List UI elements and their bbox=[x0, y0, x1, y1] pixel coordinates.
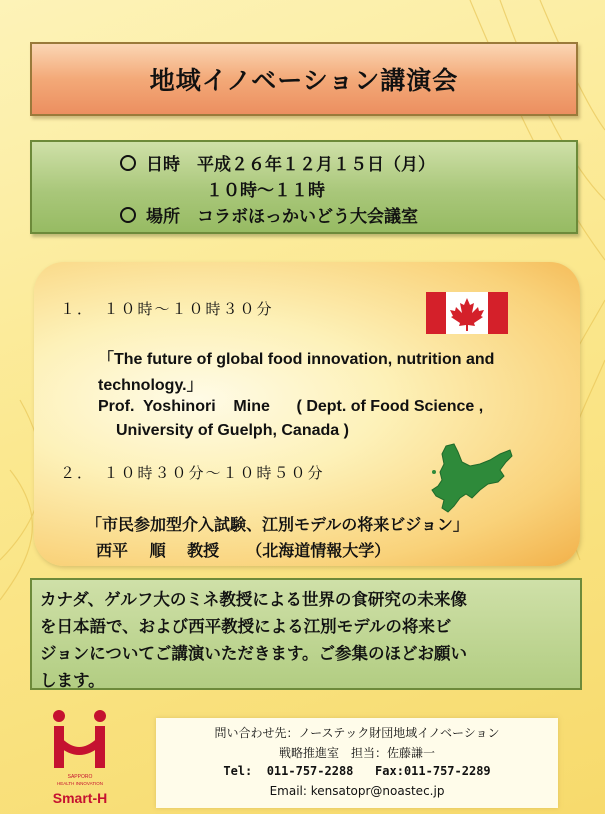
description-line-3: ジョンについてご講演いただきます。ご参集のほどお願い bbox=[40, 644, 468, 663]
description-line-2: を日本語で、および西平教授による江別モデルの将来ビ bbox=[40, 617, 452, 636]
contact-line-1: 問い合わせ先：ノーステック財団地域イノベーション bbox=[214, 726, 500, 740]
place-label: 場所 bbox=[146, 207, 180, 227]
item-number: ２． bbox=[60, 464, 87, 482]
logo-small-text-2: HEALTH INNOVATION bbox=[56, 781, 104, 786]
program-item-1-time bbox=[60, 298, 274, 319]
item-time: １０時３０分～１０時５０分 bbox=[103, 464, 325, 482]
item-time: １０時～１０時３０分 bbox=[103, 300, 274, 318]
contact-box bbox=[156, 718, 558, 808]
talk-2-title: 「市民参加型介入試験、江別モデルの将来ビジョン」 bbox=[86, 515, 469, 534]
time-row bbox=[206, 176, 325, 201]
title-banner bbox=[30, 42, 578, 116]
event-info-box bbox=[30, 140, 578, 234]
time-value: １０時～１１時 bbox=[206, 181, 325, 201]
program-item-2-time bbox=[60, 462, 325, 483]
description-line-1: カナダ、ゲルフ大のミネ教授による世界の食研究の未来像 bbox=[40, 590, 467, 609]
talk-2-speaker: 西平 順 教授 （北海道情報大学） bbox=[96, 541, 391, 560]
place-value: コラボほっかいどう大会議室 bbox=[197, 207, 418, 227]
program-box bbox=[34, 262, 580, 566]
hokkaido-map-icon bbox=[426, 442, 516, 516]
circle-bullet-icon bbox=[120, 207, 136, 223]
date-row bbox=[120, 150, 435, 175]
page-title: 地域イノベーション講演会 bbox=[149, 66, 459, 95]
description-box bbox=[30, 578, 582, 690]
contact-email[interactable]: Email: kensatopr@noastec.jp bbox=[269, 784, 445, 798]
canada-flag-icon bbox=[426, 292, 508, 334]
place-row bbox=[120, 202, 418, 227]
circle-bullet-icon bbox=[120, 155, 136, 171]
talk-1-speaker-line-2: University of Guelph, Canada ) bbox=[116, 422, 349, 439]
item-number: １． bbox=[60, 300, 87, 318]
contact-line-3: Tel: 011-757-2288 Fax:011-757-2289 bbox=[223, 764, 491, 778]
description-line-4: します。 bbox=[40, 671, 105, 690]
talk-1-speaker-line-1: Prof. Yoshinori Mine ( Dept. of Food Science , bbox=[98, 398, 484, 415]
talk-1-title-line-1: 「The future of global food innovation, nutrition and bbox=[98, 351, 495, 368]
date-value: 平成２６年１２月１５日（月） bbox=[197, 155, 435, 175]
logo-label: Smart-H bbox=[52, 790, 108, 806]
logo-small-text-1: SAPPORO bbox=[67, 774, 93, 780]
contact-line-2: 戦略推進室 担当：佐藤謙一 bbox=[278, 746, 435, 760]
date-label: 日時 bbox=[146, 155, 180, 175]
talk-1-title-line-2: technology.」 bbox=[98, 377, 203, 394]
